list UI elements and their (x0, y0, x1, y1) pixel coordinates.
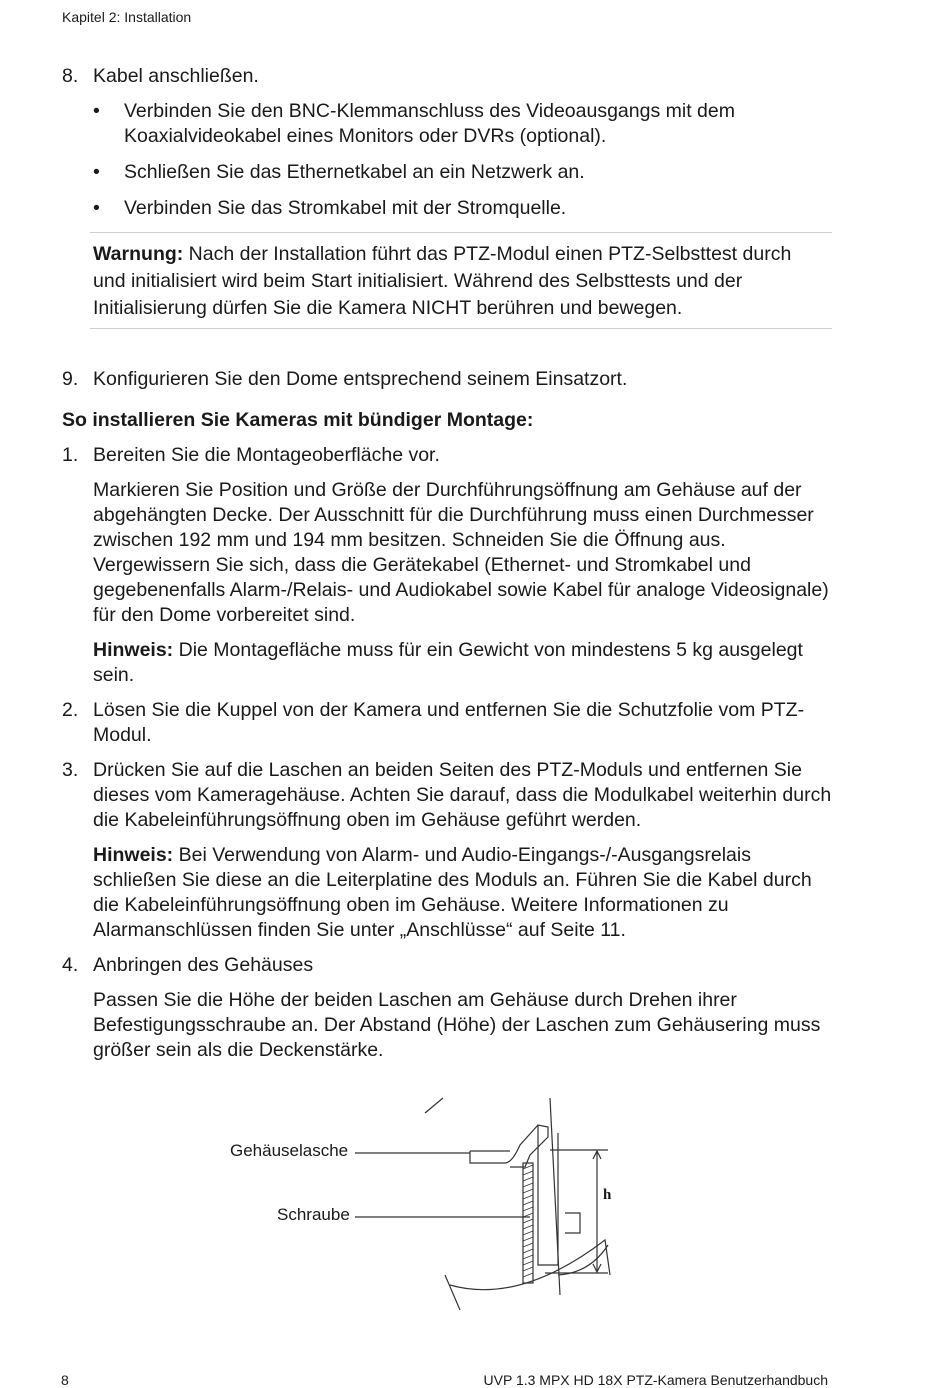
step-8 (62, 64, 832, 89)
step-1 (62, 443, 832, 468)
page-number: 8 (61, 1372, 69, 1388)
list-item (93, 196, 832, 221)
note (93, 843, 832, 943)
bullet-icon: • (93, 197, 100, 219)
step-3 (62, 758, 832, 833)
warning-label: Warnung: (93, 243, 184, 265)
page-content (62, 64, 832, 1063)
list-item-text: Verbinden Sie den BNC-Klemmanschluss des Videoausgangs mit dem Koaxialvideokabel eines Monitors oder DVRs (optional). (124, 100, 735, 147)
label-housing-tab: Gehäuselasche (230, 1141, 349, 1160)
warning-box (90, 232, 832, 329)
note-label: Hinweis: (93, 844, 174, 866)
step-title: Drücken Sie auf die Laschen an beiden Seiten des PTZ-Moduls und entfernen Sie dieses vom Kameragehäuse. Achten Sie darauf, dass die Modulkabel weiterhin durch die Kabeleinführungsöffnung oben im Gehäuse geführt werden. (93, 759, 832, 831)
step-title: Kabel anschließen. (93, 65, 259, 87)
step-title: Lösen Sie die Kuppel von der Kamera und entfernen Sie die Schutzfolie vom PTZ-Modul. (93, 699, 805, 746)
step-number: 9. (62, 368, 79, 390)
list-item (93, 160, 832, 185)
housing-tab-diagram (220, 1095, 640, 1310)
step-number: 2. (62, 699, 79, 721)
bullet-icon: • (93, 100, 100, 122)
list-item (93, 99, 832, 149)
note-text: Die Montagefläche muss für ein Gewicht von mindestens 5 kg ausgelegt sein. (93, 639, 803, 686)
step-paragraph: Passen Sie die Höhe der beiden Laschen am Gehäuse durch Drehen ihrer Befestigungsschraube an. Der Abstand (Höhe) der Laschen zum Gehäusering muss größer sein als die Deckenstärke. (93, 989, 821, 1061)
diagram-drawing (220, 1095, 640, 1310)
note-label: Hinweis: (93, 639, 174, 661)
step-title: Anbringen des Gehäuses (93, 954, 314, 976)
chapter-header: Kapitel 2: Installation (62, 9, 192, 25)
warning-text: Nach der Installation führt das PTZ-Modul einen PTZ-Selbsttest durch und initialisiert wird beim Start initialisiert. Während des Selbsttests und der Initialisierung dürfen Sie die Kamera NICHT berühren und bewegen. (93, 243, 792, 319)
step-number: 4. (62, 954, 79, 976)
step-9 (62, 367, 832, 392)
step-number: 8. (62, 65, 79, 87)
list-item-text: Schließen Sie das Ethernetkabel an ein Netzwerk an. (124, 161, 585, 183)
step-text: Konfigurieren Sie den Dome entsprechend seinem Einsatzort. (93, 368, 628, 390)
bullet-list (93, 99, 832, 221)
footer-title: UVP 1.3 MPX HD 18X PTZ-Kamera Benutzerhandbuch (483, 1372, 828, 1388)
section-title: So installieren Sie Kameras mit bündiger Montage: (62, 409, 534, 431)
step-paragraph: Markieren Sie Position und Größe der Durchführungsöffnung am Gehäuse auf der abgehängten Decke. Der Ausschnitt für die Durchführung muss einen Durchmesser zwischen 192 mm und 194 mm besitzen. Schneiden Sie die Öffnung aus. Vergewissern Sie sich, dass die Gerätekabel (Ethernet- und Stromkabel und gegebenenfalls Alarm-/Relais- und Audiokabel sowie Kabel für analoge Videosignale) für den Dome vorbereitet sind. (93, 479, 829, 626)
bullet-icon: • (93, 161, 100, 183)
note (93, 638, 832, 688)
label-screw: Schraube (277, 1205, 350, 1224)
step-number: 3. (62, 759, 79, 781)
note-text: Bei Verwendung von Alarm- und Audio-Eingangs-/-Ausgangsrelais schließen Sie diese an die Leiterplatine des Moduls an. Führen Sie die Kabel durch die Kabeleinführungsöffnung oben im Gehäuse. Weitere Informationen zu Alarmanschlüssen finden Sie unter „Anschlüsse“ auf Seite 11. (93, 844, 812, 941)
step-4 (62, 953, 832, 978)
step-2 (62, 698, 832, 748)
step-title: Bereiten Sie die Montageoberfläche vor. (93, 444, 440, 466)
label-h: h (603, 1187, 612, 1203)
list-item-text: Verbinden Sie das Stromkabel mit der Stromquelle. (124, 197, 567, 219)
step-number: 1. (62, 444, 79, 466)
